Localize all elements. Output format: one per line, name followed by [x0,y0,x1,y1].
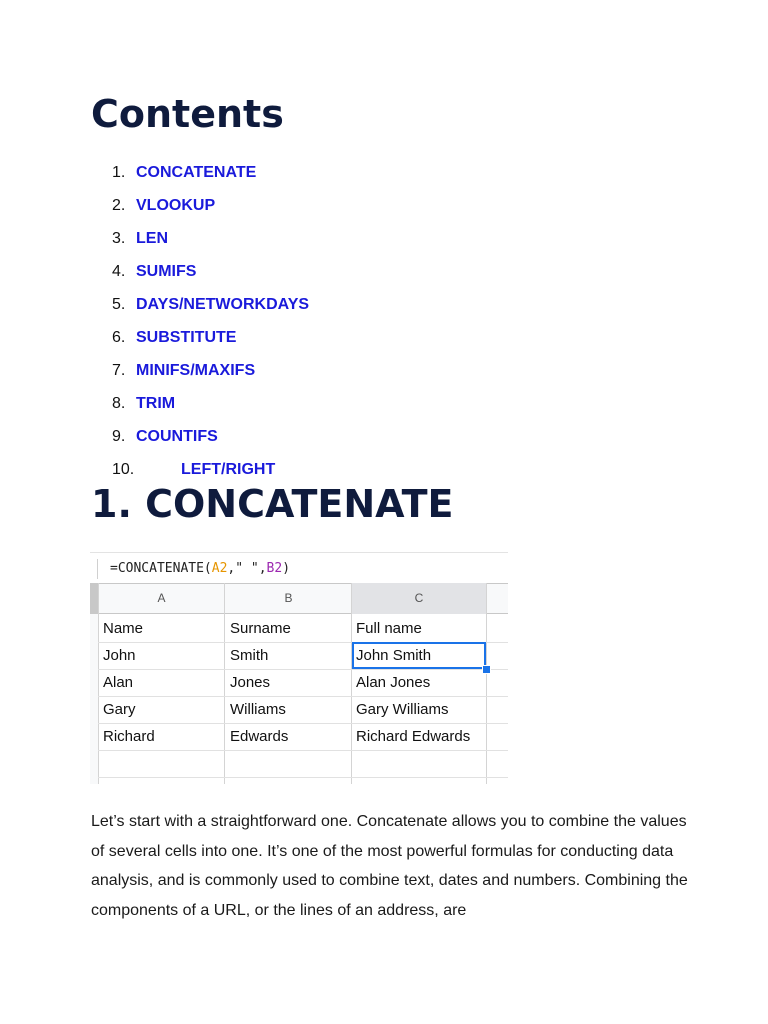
toc-item-number: 10. [112,461,135,478]
toc-item-number: 1. [112,164,126,181]
toc-item-number: 6. [112,329,126,346]
cell-b1[interactable]: Surname [230,620,291,637]
formula-suffix: ) [282,561,291,576]
toc-link-countifs[interactable]: COUNTIFS [136,428,218,445]
formula-ref-b2: B2 [266,561,283,576]
toc-link-vlookup[interactable]: VLOOKUP [136,197,216,214]
cell-a4[interactable]: Gary [103,701,136,718]
column-header-a: A [157,591,166,605]
toc-item-number: 2. [112,197,126,214]
grid-line [98,583,99,784]
cell-a3[interactable]: Alan [103,674,134,691]
grid-line [98,777,508,778]
grid-line [98,750,508,751]
toc-link-sumifs[interactable]: SUMIFS [136,263,197,280]
cell-b2[interactable]: Smith [230,647,269,664]
formula-bar-divider [97,559,98,579]
toc-link-left-right[interactable]: LEFT/RIGHT [181,461,276,478]
cell-c2[interactable]: John Smith [356,647,432,664]
spreadsheet-screenshot [90,552,508,784]
toc-link-len[interactable]: LEN [136,230,168,247]
formula-text [110,559,290,579]
toc-item-number: 9. [112,428,126,445]
grid-line [486,583,487,784]
formula-ref-a2: A2 [211,561,228,576]
cell-a1[interactable]: Name [103,620,144,637]
formula-prefix: =CONCATENATE( [110,561,212,576]
cell-c5[interactable]: Richard Edwards [356,728,471,745]
toc-link-minifs-maxifs[interactable]: MINIFS/MAXIFS [136,362,256,379]
toc-item-number: 4. [112,263,126,280]
contents-heading: Contents [91,92,284,136]
grid-line [351,583,352,784]
column-header-b: B [284,591,293,605]
cell-b4[interactable]: Williams [230,701,286,718]
cell-a5[interactable]: Richard [103,728,155,745]
formula-bar [90,552,508,583]
toc-link-concatenate[interactable]: CONCATENATE [136,164,257,181]
toc-item-number: 7. [112,362,126,379]
toc-link-days-networkdays[interactable]: DAYS/NETWORKDAYS [136,296,310,313]
cell-c1[interactable]: Full name [356,620,422,637]
grid-line [224,583,225,784]
select-all-corner [90,583,98,614]
toc-item-number: 5. [112,296,126,313]
grid-line [98,669,508,670]
cell-c4[interactable]: Gary Williams [356,701,449,718]
fill-handle[interactable] [482,665,491,674]
toc-link-substitute[interactable]: SUBSTITUTE [136,329,237,346]
cell-a2[interactable]: John [103,647,136,664]
body-paragraph: Let’s start with a straightforward one. Concatenate allows you to combine the values of several cells into one. It’s one of the most powerful formulas for conducting data analysis, and is commonly used to combine text, dates and numbers. Combining the components of a URL, or the lines of an address, are [91,813,688,919]
toc-item-number: 8. [112,395,126,412]
toc-link-trim[interactable]: TRIM [136,395,176,412]
column-header-c: C [352,583,486,614]
toc-item-number: 3. [112,230,126,247]
selected-cell-outline[interactable] [352,642,486,669]
cell-b3[interactable]: Jones [230,674,271,691]
cell-b5[interactable]: Edwards [230,728,289,745]
formula-middle: ," ", [227,561,267,576]
cell-c3[interactable]: Alan Jones [356,674,431,691]
section-heading: 1. CONCATENATE [91,482,454,526]
